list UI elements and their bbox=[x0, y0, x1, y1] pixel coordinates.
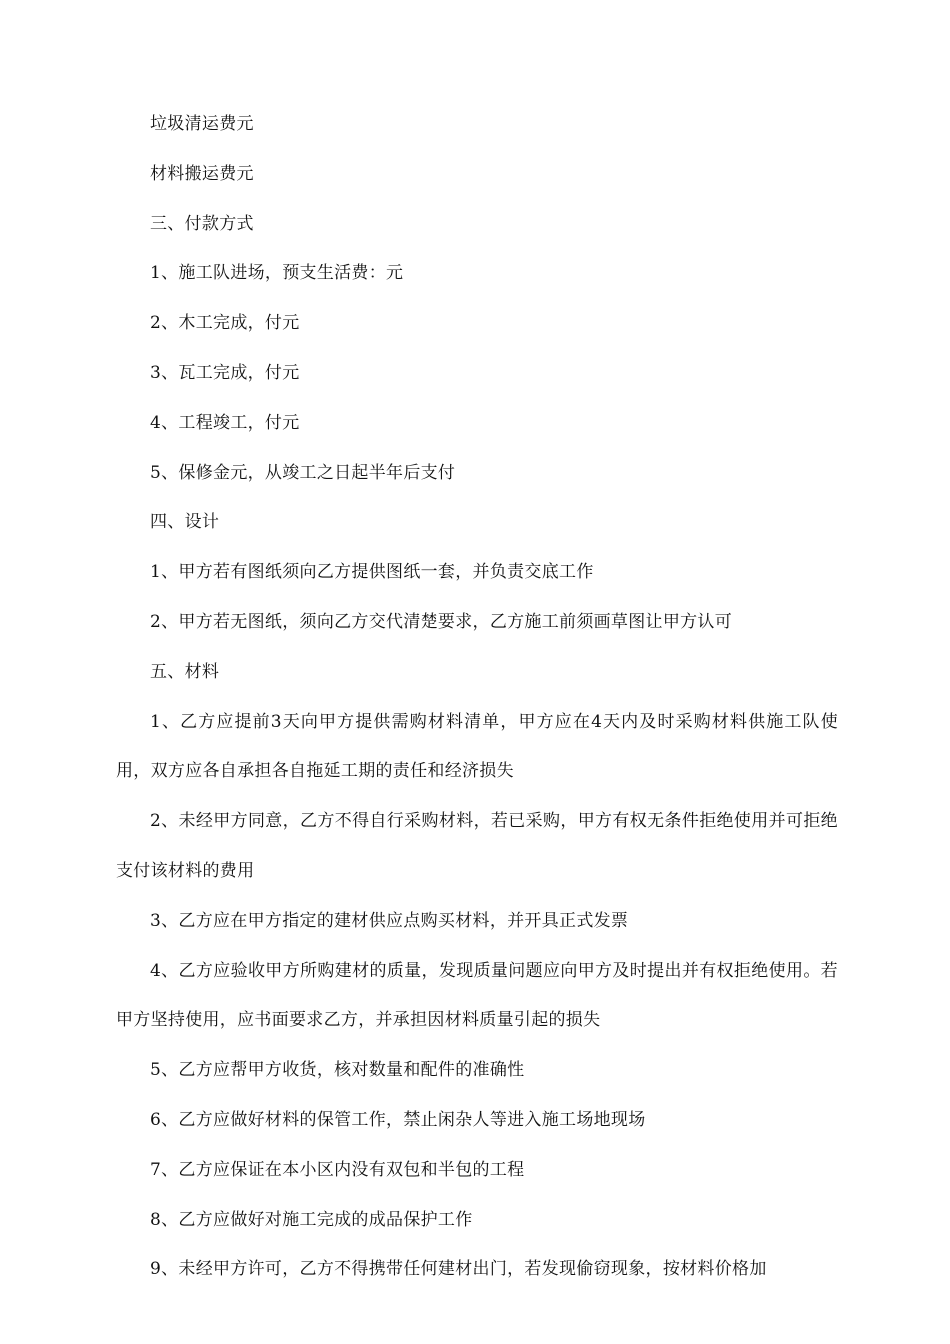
paragraph: 1、施工队进场，预支生活费：元 bbox=[150, 263, 404, 284]
paragraph: 5、乙方应帮甲方收货，核对数量和配件的准确性 bbox=[150, 1060, 525, 1081]
paragraph: 垃圾清运费元 bbox=[150, 114, 254, 134]
paragraph: 1、乙方应提前3天向甲方提供需购材料清单，甲方应在4天内及时采购材料供施工队使用，双方应各自承担各自拖延工期的责任和经济损失 bbox=[116, 711, 838, 782]
paragraph: 7、乙方应保证在本小区内没有双包和半包的工程 bbox=[150, 1159, 525, 1180]
paragraph: 6、乙方应做好材料的保管工作，禁止闲杂人等进入施工场地现场 bbox=[150, 1109, 646, 1130]
paragraph: 9、未经甲方许可，乙方不得携带任何建材出门，若发现偷窃现象，按材料价格加 bbox=[150, 1259, 767, 1280]
paragraph: 5、保修金元，从竣工之日起半年后支付 bbox=[150, 462, 456, 483]
paragraph: 8、乙方应做好对施工完成的成品保护工作 bbox=[150, 1209, 473, 1230]
paragraph: 2、甲方若无图纸，须向乙方交代清楚要求，乙方施工前须画草图让甲方认可 bbox=[150, 611, 733, 632]
paragraph: 2、未经甲方同意，乙方不得自行采购材料，若已采购，甲方有权无条件拒绝使用并可拒绝支付该材料的费用 bbox=[116, 811, 838, 881]
section-heading: 三、付款方式 bbox=[150, 213, 254, 234]
paragraph: 3、乙方应在甲方指定的建材供应点购买材料，并开具正式发票 bbox=[150, 910, 629, 931]
paragraph: 1、甲方若有图纸须向乙方提供图纸一套，并负责交底工作 bbox=[150, 562, 594, 583]
section-heading: 五、材料 bbox=[150, 661, 220, 682]
paragraph: 材料搬运费元 bbox=[150, 163, 254, 184]
paragraph: 4、乙方应验收甲方所购建材的质量，发现质量问题应向甲方及时提出并有权拒绝使用。若甲方坚持使用，应书面要求乙方，并承担因材料质量引起的损失 bbox=[116, 960, 838, 1031]
paragraph: 2、木工完成，付元 bbox=[150, 313, 300, 334]
document-body bbox=[116, 100, 838, 1295]
section-heading: 四、设计 bbox=[150, 512, 220, 533]
paragraph: 4、工程竣工，付元 bbox=[150, 412, 300, 433]
paragraph: 3、瓦工完成，付元 bbox=[150, 362, 300, 383]
